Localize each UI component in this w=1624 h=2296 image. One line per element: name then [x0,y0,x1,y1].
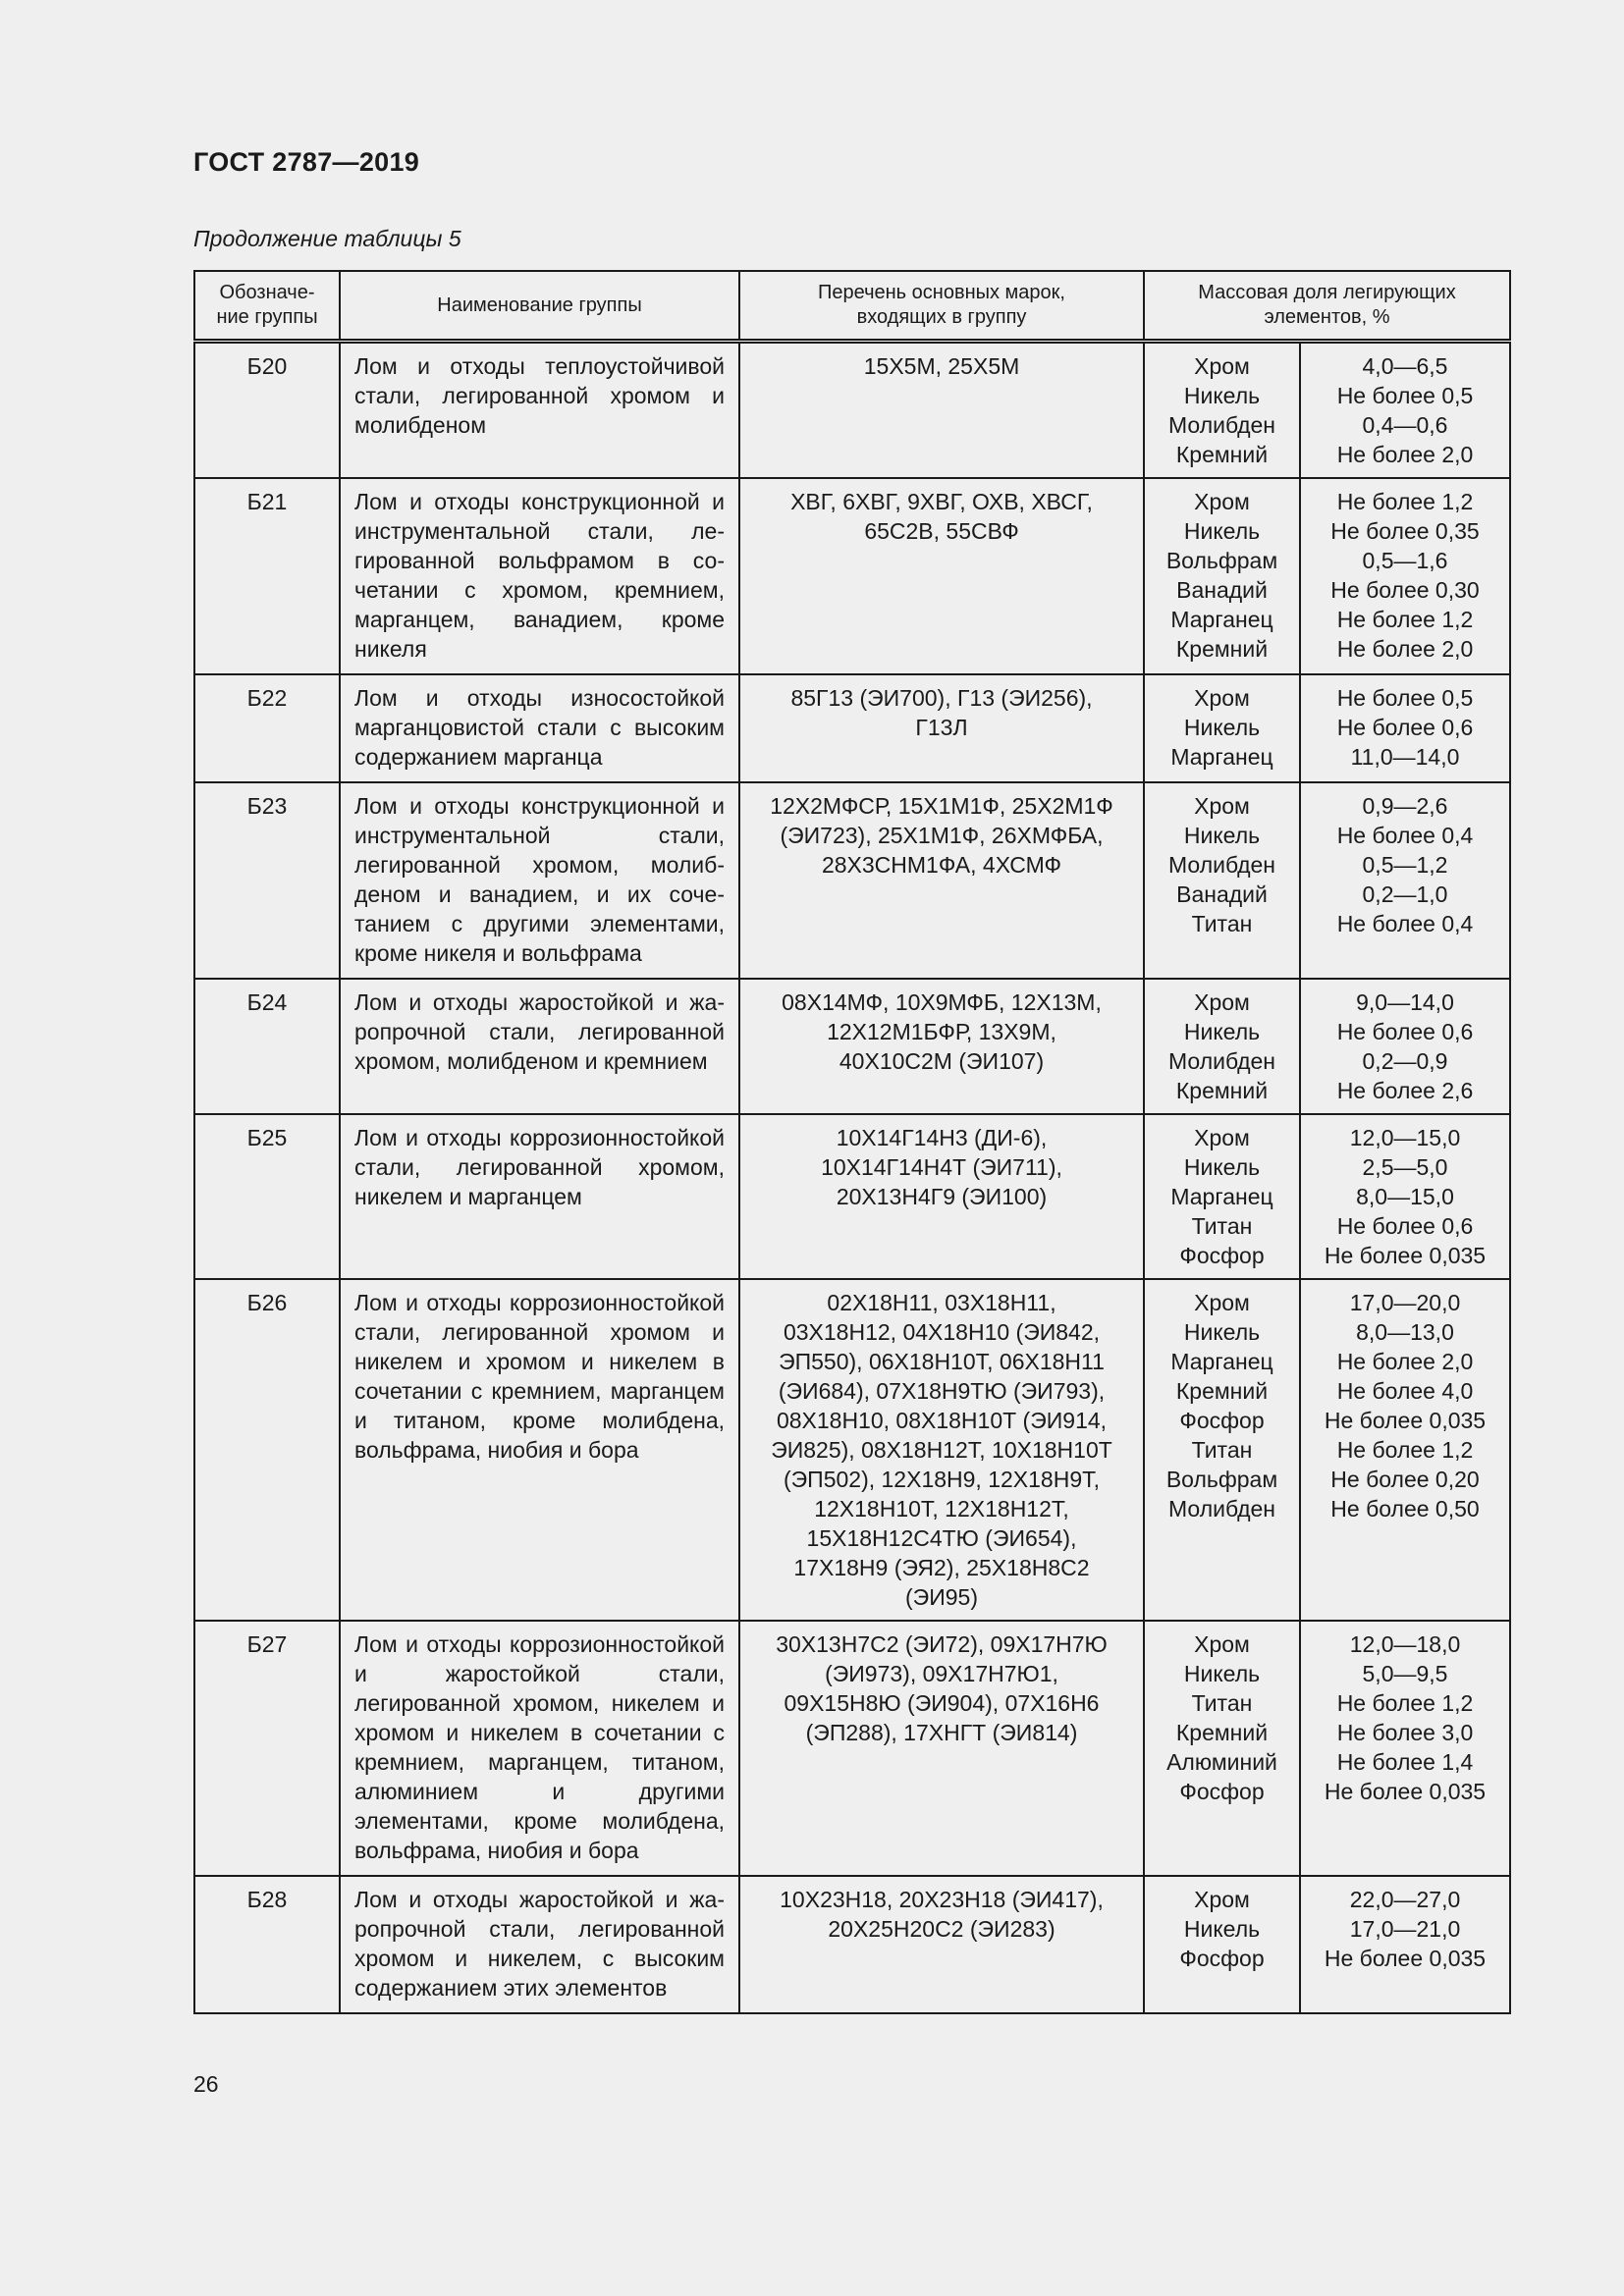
element-value: 0,4—0,6 [1362,412,1448,438]
group-name: Лом и отходы коррозионностойкой и жаростойкой стали, легированной хромом, никелем и хромом и никелем в сочетании с кремнием, марганцем, титаном, алюминием и другими элементами, кроме молибдена, вольфрама, ниобия и бора [340,1621,739,1876]
element-name: Ванадий [1176,881,1268,907]
element-value: 0,5—1,2 [1362,852,1448,878]
alloy-elements [1144,1621,1300,1876]
table-row [194,1114,1510,1279]
element-name: Ванадий [1176,577,1268,603]
table-row [194,478,1510,674]
element-value: 0,2—0,9 [1362,1048,1448,1074]
column-header-elements [1144,271,1510,342]
table-row [194,1279,1510,1621]
grade-line: 12Х12М1БФР, 13Х9М, [827,1019,1056,1044]
alloy-elements [1144,674,1300,782]
element-value: Не более 2,6 [1336,1078,1474,1103]
element-name: Титан [1191,1437,1253,1463]
alloy-values [1300,674,1510,782]
group-grades [739,1621,1144,1876]
group-code: Б24 [194,979,340,1114]
element-name: Фосфор [1179,1779,1265,1804]
group-grades [739,782,1144,979]
alloy-values [1300,782,1510,979]
element-name: Никель [1183,1019,1261,1044]
grade-line: 28Х3СНМ1ФА, 4ХСМФ [821,852,1062,878]
element-value: Не более 0,6 [1336,1213,1474,1239]
table-row [194,979,1510,1114]
element-name: Никель [1183,1319,1261,1345]
grade-line: 10Х14Г14Н3 (ДИ-6), [836,1125,1048,1150]
element-name: Марганец [1170,744,1273,770]
element-name: Молибден [1167,412,1276,438]
alloy-values [1300,478,1510,674]
grade-line: 10Х23Н18, 20Х23Н18 (ЭИ417), [780,1887,1104,1912]
element-value: 17,0—20,0 [1349,1290,1461,1315]
alloy-values [1300,979,1510,1114]
element-name: Марганец [1170,1184,1273,1209]
element-value: 8,0—15,0 [1356,1184,1454,1209]
grade-line: 03Х18Н12, 04Х18Н10 (ЭИ842, [783,1319,1101,1345]
element-value: Не более 0,035 [1324,1779,1487,1804]
element-value: 17,0—21,0 [1349,1916,1461,1942]
element-name: Никель [1183,383,1261,408]
element-value: 8,0—13,0 [1356,1319,1454,1345]
element-name: Хром [1194,1125,1250,1150]
group-name: Лом и отходы жаростойкой и жаропрочной стали, легированной хромом и никелем, с высоким содержанием этих элементов [340,1876,739,2013]
grade-line: 65С2В, 55СВФ [864,518,1019,544]
element-name: Хром [1194,989,1250,1015]
group-name: Лом и отходы износостойкой марганцовистой стали с высоким содержанием марганца [340,674,739,782]
grade-line: (ЭП502), 12Х18Н9, 12Х18Н9Т, [783,1467,1101,1492]
element-name: Вольфрам [1165,548,1278,573]
alloy-elements [1144,1114,1300,1279]
element-value: Не более 0,6 [1336,715,1474,740]
element-value: Не более 0,5 [1336,383,1474,408]
element-name: Молибден [1167,852,1276,878]
grade-line: ЭИ825), 08Х18Н12Т, 10Х18Н10Т [771,1437,1112,1463]
group-grades [739,1876,1144,2013]
group-grades [739,1279,1144,1621]
element-value: 2,5—5,0 [1362,1154,1448,1180]
element-value: Не более 0,35 [1330,518,1480,544]
element-value: Не более 0,50 [1330,1496,1480,1522]
alloy-values [1300,1279,1510,1621]
grade-line: 85Г13 (ЭИ700), Г13 (ЭИ256), [790,685,1093,711]
element-value: Не более 0,6 [1336,1019,1474,1044]
element-name: Вольфрам [1165,1467,1278,1492]
element-value: Не более 0,5 [1336,685,1474,711]
element-name: Хром [1194,353,1250,379]
grade-line: (ЭП288), 17ХНГТ (ЭИ814) [805,1720,1078,1745]
group-name: Лом и отходы конструкционной и инструментальной стали, легированной хромом, молибденом и ванадием, и их сочетанием с другими элементами, кроме никеля и вольфрама [340,782,739,979]
element-name: Кремний [1175,636,1269,662]
group-name: Лом и отходы конструкционной и инструментальной стали, легированной вольфрамом в сочетании с хромом, кремнием, марганцем, ванадием, кроме никеля [340,478,739,674]
element-name: Фосфор [1179,1946,1265,1971]
element-value: 5,0—9,5 [1362,1661,1448,1686]
element-name: Кремний [1175,1378,1269,1404]
alloy-elements [1144,782,1300,979]
grade-line: (ЭИ684), 07Х18Н9ТЮ (ЭИ793), [778,1378,1106,1404]
alloy-elements [1144,1876,1300,2013]
grade-line: 10Х14Г14Н4Т (ЭИ711), [821,1154,1062,1180]
element-name: Никель [1183,715,1261,740]
element-value: 4,0—6,5 [1362,353,1448,379]
grade-line: ХВГ, 6ХВГ, 9ХВГ, ОХВ, ХВСГ, [790,489,1093,514]
element-name: Кремний [1175,1078,1269,1103]
column-header-code-text: Обозначе- ние группы [216,282,318,328]
element-name: Титан [1191,911,1253,936]
element-value: Не более 4,0 [1336,1378,1474,1404]
element-name: Алюминий [1166,1749,1277,1775]
grade-line: 08Х18Н10, 08Х18Н10Т (ЭИ914, [776,1408,1108,1433]
group-grades [739,478,1144,674]
table-row [194,1621,1510,1876]
element-value: Не более 2,0 [1336,1349,1474,1374]
element-name: Хром [1194,685,1250,711]
element-value: 0,2—1,0 [1362,881,1448,907]
alloy-values [1300,1114,1510,1279]
element-name: Кремний [1175,1720,1269,1745]
group-grades [739,979,1144,1114]
element-value: 0,9—2,6 [1362,793,1448,819]
element-name: Молибден [1167,1048,1276,1074]
grade-line: (ЭИ95) [905,1584,978,1610]
grade-line: 17Х18Н9 (ЭЯ2), 25Х18Н8С2 [793,1555,1090,1580]
table-row [194,674,1510,782]
grade-line: 12Х2МФСР, 15Х1М1Ф, 25Х2М1Ф [770,793,1113,819]
element-name: Фосфор [1179,1243,1265,1268]
element-name: Кремний [1175,442,1269,467]
group-code: Б26 [194,1279,340,1621]
element-name: Титан [1191,1213,1253,1239]
column-header-name [340,271,739,342]
alloy-values [1300,1876,1510,2013]
group-name: Лом и отходы коррозионностойкой стали, легированной хромом, никелем и марганцем [340,1114,739,1279]
grade-line: Г13Л [915,715,968,740]
grade-line: 02Х18Н11, 03Х18Н11, [827,1290,1056,1315]
grade-line: 15Х5М, 25Х5М [863,353,1020,379]
element-value: Не более 1,2 [1336,1437,1474,1463]
element-value: Не более 0,4 [1336,823,1474,848]
alloy-elements [1144,478,1300,674]
group-code: Б23 [194,782,340,979]
group-code: Б27 [194,1621,340,1876]
group-code: Б20 [194,342,340,479]
element-value: 0,5—1,6 [1362,548,1448,573]
group-grades [739,674,1144,782]
group-grades [739,1114,1144,1279]
table-header-row [194,271,1510,342]
alloy-values [1300,1621,1510,1876]
table-body [194,342,1510,2014]
element-name: Никель [1183,518,1261,544]
document-header: ГОСТ 2787—2019 [193,147,420,177]
group-name: Лом и отходы жаростойкой и жаропрочной стали, легированной хромом, молибденом и кремнием [340,979,739,1114]
element-value: Не более 0,035 [1324,1408,1487,1433]
group-name: Лом и отходы коррозионностойкой стали, легированной хромом и никелем и хромом и никелем в сочетании с кремнием, марганцем и титаном, кроме молибдена, вольфрама, ниобия и бора [340,1279,739,1621]
element-value: Не более 0,035 [1324,1243,1487,1268]
grade-line: (ЭИ973), 09Х17Н7Ю1, [825,1661,1058,1686]
element-name: Хром [1194,489,1250,514]
element-value: Не более 2,0 [1336,442,1474,467]
grade-line: 08Х14МФ, 10Х9МФБ, 12Х13М, [782,989,1102,1015]
group-name: Лом и отходы теплоустойчивой стали, легированной хромом и молибденом [340,342,739,479]
grade-line: ЭП550), 06Х18Н10Т, 06Х18Н11 [779,1349,1105,1374]
element-name: Никель [1183,1154,1261,1180]
element-value: Не более 3,0 [1336,1720,1474,1745]
element-name: Хром [1194,1887,1250,1912]
grade-line: 15Х18Н12С4ТЮ (ЭИ654), [806,1525,1077,1551]
steel-groups-table [193,270,1511,2014]
grade-line: 20Х25Н20С2 (ЭИ283) [828,1916,1056,1942]
table-row [194,1876,1510,2013]
column-header-name-text: Наименование группы [437,294,642,316]
grade-line: 09Х15Н8Ю (ЭИ904), 07Х16Н6 [784,1690,1100,1716]
element-name: Никель [1183,1661,1261,1686]
element-value: Не более 0,30 [1330,577,1480,603]
element-name: Хром [1194,793,1250,819]
element-name: Фосфор [1179,1408,1265,1433]
element-name: Хром [1194,1631,1250,1657]
column-header-elements-text: Массовая доля легирующих элементов, % [1198,282,1456,328]
element-value: Не более 1,4 [1336,1749,1474,1775]
alloy-elements [1144,342,1300,479]
table-row [194,782,1510,979]
element-name: Никель [1183,1916,1261,1942]
grade-line: 30Х13Н7С2 (ЭИ72), 09Х17Н7Ю [776,1631,1108,1657]
element-name: Никель [1183,823,1261,848]
grade-line: 40Х10С2М (ЭИ107) [839,1048,1045,1074]
element-name: Хром [1194,1290,1250,1315]
group-code: Б22 [194,674,340,782]
grade-line: 12Х18Н10Т, 12Х18Н12Т, [814,1496,1069,1522]
element-value: 12,0—18,0 [1349,1631,1461,1657]
column-header-code [194,271,340,342]
column-header-grades [739,271,1144,342]
element-value: Не более 1,2 [1336,1690,1474,1716]
alloy-values [1300,342,1510,479]
element-name: Марганец [1170,1349,1273,1374]
group-grades [739,342,1144,479]
element-value: 9,0—14,0 [1356,989,1454,1015]
element-name: Марганец [1170,607,1273,632]
element-value: Не более 1,2 [1336,607,1474,632]
column-header-grades-text: Перечень основных марок, входящих в группу [818,282,1065,328]
group-code: Б28 [194,1876,340,2013]
element-value: Не более 0,20 [1330,1467,1480,1492]
element-value: Не более 1,2 [1336,489,1474,514]
element-name: Титан [1191,1690,1253,1716]
element-value: Не более 0,4 [1336,911,1474,936]
element-name: Молибден [1167,1496,1276,1522]
group-code: Б21 [194,478,340,674]
alloy-elements [1144,1279,1300,1621]
page-number: 26 [193,2071,219,2097]
grade-line: 20Х13Н4Г9 (ЭИ100) [836,1184,1048,1209]
grade-line: (ЭИ723), 25Х1М1Ф, 26ХМФБА, [780,823,1104,848]
group-code: Б25 [194,1114,340,1279]
element-value: Не более 2,0 [1336,636,1474,662]
table-caption: Продолжение таблицы 5 [193,226,461,251]
alloy-elements [1144,979,1300,1114]
table-row [194,342,1510,479]
element-value: 22,0—27,0 [1349,1887,1461,1912]
element-value: 12,0—15,0 [1349,1125,1461,1150]
element-value: 11,0—14,0 [1350,744,1460,770]
element-value: Не более 0,035 [1324,1946,1487,1971]
